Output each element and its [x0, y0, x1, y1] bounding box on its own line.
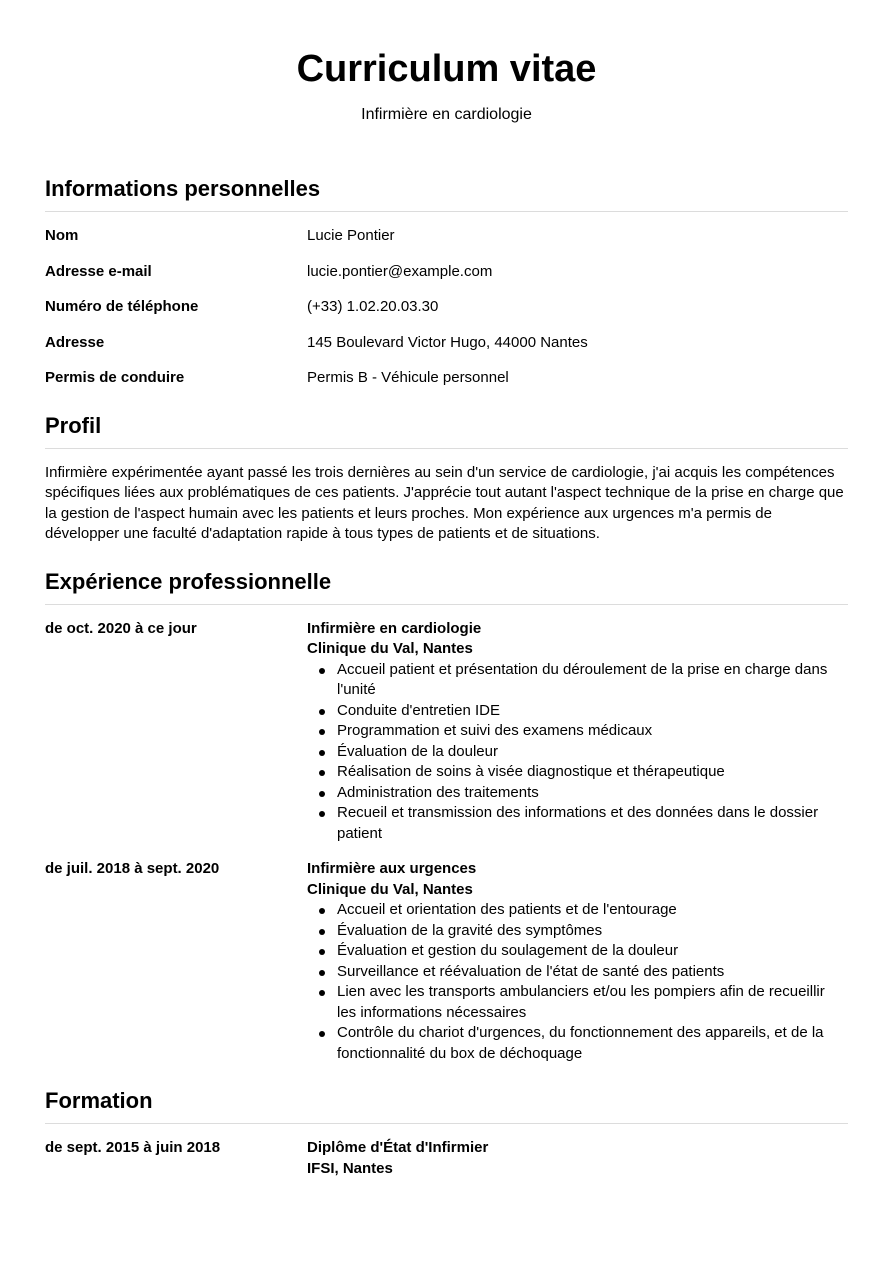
education-details	[307, 1138, 848, 1179]
education-heading: Formation	[45, 1087, 848, 1124]
info-row-license	[45, 368, 848, 389]
job-title: Infirmière en cardiologie	[307, 619, 482, 637]
info-value: 145 Boulevard Victor Hugo, 44000 Nantes	[307, 333, 588, 351]
task-item: Accueil patient et présentation du déroulement de la prise en charge dans l'unité	[337, 660, 848, 701]
experience-entry	[45, 859, 848, 1064]
task-item: Évaluation de la douleur	[337, 742, 848, 763]
info-value: lucie.pontier@example.com	[307, 262, 493, 280]
profile-text: Infirmière expérimentée ayant passé les trois dernières au sein d'un service de cardiologie, j'ai acquis les compétences spécifiques liées aux problématiques de ces patients. J'apprécie tout autant l'aspect technique de la prise en charge que la gestion de l'aspect humain avec les patients et leurs proches. Mon expérience aux urgences m'a permis de développer une faculté d'adaptation rapide à tous types de patients et de situations.	[45, 463, 844, 542]
task-list	[307, 660, 848, 845]
info-label: Permis de conduire	[45, 369, 185, 386]
education-entry	[45, 1138, 848, 1179]
info-row-address	[45, 333, 848, 354]
task-item: Évaluation de la gravité des symptômes	[337, 921, 848, 942]
info-value: (+33) 1.02.20.03.30	[307, 298, 439, 315]
info-row-name	[45, 226, 848, 247]
experience-period: de juil. 2018 à sept. 2020	[45, 860, 220, 877]
job-organization: Clinique du Val, Nantes	[307, 640, 473, 657]
experience-section	[45, 568, 848, 1065]
info-label: Numéro de téléphone	[45, 298, 199, 315]
profile-heading: Profil	[45, 412, 848, 449]
personal-info-section	[45, 175, 848, 389]
info-label: Adresse e-mail	[45, 262, 152, 280]
task-item: Réalisation de soins à visée diagnostique et thérapeutique	[337, 762, 848, 783]
experience-details	[307, 859, 848, 1064]
info-label: Nom	[45, 227, 79, 244]
job-title: Infirmière aux urgences	[307, 860, 477, 877]
task-item: Programmation et suivi des examens médicaux	[337, 721, 848, 742]
experience-heading: Expérience professionnelle	[45, 568, 848, 605]
job-organization: Clinique du Val, Nantes	[307, 880, 473, 898]
task-item: Conduite d'entretien IDE	[337, 701, 848, 722]
task-item: Contrôle du chariot d'urgences, du fonctionnement des appareils, et de la fonctionnalité du box de déchoquage	[337, 1023, 848, 1064]
profile-section	[45, 412, 848, 545]
task-item: Recueil et transmission des informations et des données dans le dossier patient	[337, 803, 848, 844]
degree-title: Diplôme d'État d'Infirmier	[307, 1139, 489, 1156]
info-row-email	[45, 262, 848, 283]
task-item: Lien avec les transports ambulanciers et/ou les pompiers afin de recueillir les informations nécessaires	[337, 982, 848, 1023]
info-value: Lucie Pontier	[307, 227, 395, 244]
cv-header	[45, 46, 848, 126]
experience-details	[307, 619, 848, 845]
task-item: Évaluation et gestion du soulagement de la douleur	[337, 941, 848, 962]
school-name: IFSI, Nantes	[307, 1159, 393, 1177]
info-row-phone	[45, 297, 848, 318]
personal-info-heading: Informations personnelles	[45, 175, 848, 212]
task-list	[307, 900, 848, 1064]
task-item: Administration des traitements	[337, 783, 848, 804]
task-item: Surveillance et réévaluation de l'état de santé des patients	[337, 962, 848, 983]
task-item: Accueil et orientation des patients et de l'entourage	[337, 900, 848, 921]
document-subtitle: Infirmière en cardiologie	[361, 106, 532, 123]
info-value: Permis B - Véhicule personnel	[307, 369, 509, 386]
experience-entry	[45, 619, 848, 845]
education-section	[45, 1087, 848, 1179]
info-label: Adresse	[45, 333, 105, 351]
document-title: Curriculum vitae	[296, 48, 597, 90]
education-period: de sept. 2015 à juin 2018	[45, 1139, 221, 1156]
experience-period: de oct. 2020 à ce jour	[45, 619, 197, 637]
